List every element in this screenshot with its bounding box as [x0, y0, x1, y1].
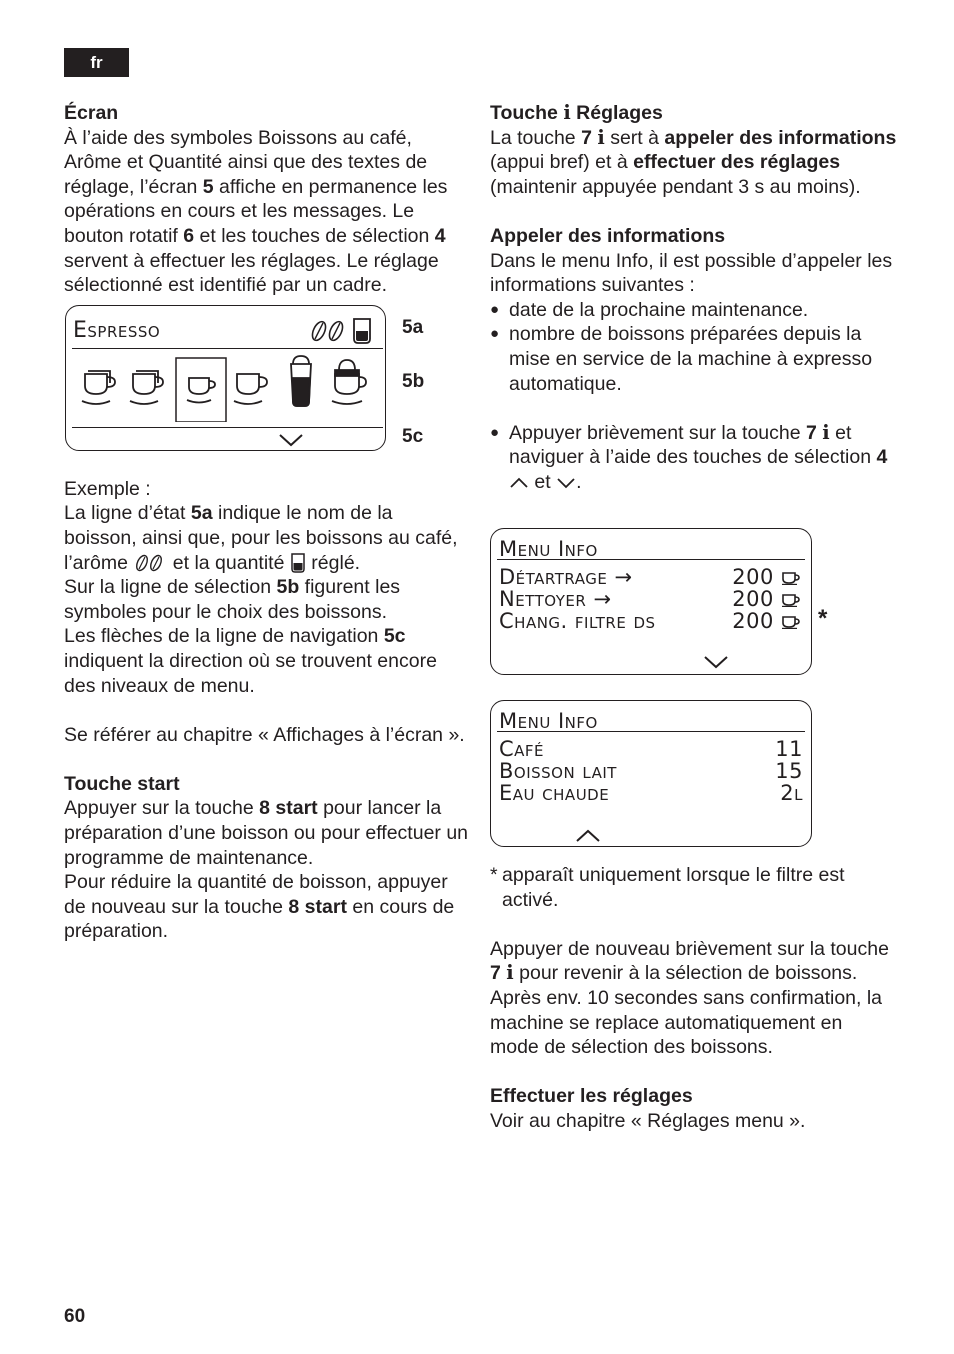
- touche-paragraph: La touche 7 i sert à appeler des informations (appui bref) et à effectuer des réglages (maintenir appuyée pendant 3 s au moins).: [490, 125, 897, 198]
- aroma-icon: [133, 553, 167, 573]
- aroma-quantity-icon: [309, 317, 379, 349]
- down-arrow-icon: [556, 477, 576, 489]
- menu-info-display-2: [490, 700, 812, 847]
- reference-paragraph: Se référer au chapitre « Affichages à l’écran ».: [64, 723, 465, 746]
- menu-title: Menu Info: [499, 709, 598, 733]
- bullet-item: ● nombre de boissons préparées depuis la mise en service de la machine à expresso automatique.: [490, 322, 900, 396]
- double-espresso-icon: [82, 371, 115, 404]
- display-title: Espresso: [73, 317, 161, 343]
- menu-row-boisson-lait: Boisson lait 15: [499, 759, 803, 783]
- nav-up-arrow-icon: [575, 828, 601, 844]
- cup-icon: [781, 571, 803, 585]
- appeler-heading: Appeler des informations: [490, 224, 726, 247]
- page-number: 60: [64, 1306, 86, 1327]
- footnote: * apparaît uniquement lorsque le filtre est activé.: [490, 864, 845, 911]
- nav-down-arrow-icon: [278, 432, 304, 448]
- menu-info-display-1: [490, 528, 812, 675]
- menu-row-nettoyer: Nettoyer → 200: [499, 588, 803, 610]
- selection-frame: [176, 358, 226, 422]
- right-column: [490, 101, 900, 495]
- reglages-paragraph: Voir au chapitre « Réglages menu ».: [490, 1109, 806, 1132]
- espresso-icon: [187, 378, 215, 403]
- menu-row-filtre: Chang. filtre ds 200: [499, 610, 803, 632]
- double-coffee-icon: [130, 371, 163, 404]
- label-5b: 5b: [402, 370, 425, 392]
- touche-heading: Touche i Réglages: [490, 101, 663, 124]
- cappuccino-icon: [332, 360, 366, 404]
- retour-paragraph: Appuyer de nouveau brièvement sur la touche 7 i pour revenir à la sélection de boissons. Après env. 10 secondes sans confirmation, la machine se replace automatiquement en mode de sélection des boissons.: [490, 937, 889, 1059]
- cup-icon: [781, 615, 803, 629]
- cup-icon: [781, 593, 803, 607]
- start-paragraph: Appuyer sur la touche 8 start pour lancer la préparation d’une boisson ou pour effectuer un programme de maintenance. Pour réduire la quantité de boisson, appuyer de nouveau sur la touche 8 start en cours de préparation.: [64, 797, 469, 943]
- menu-row-eau-chaude: Eau chaude 2l: [499, 781, 803, 805]
- right-column-lower: [490, 863, 890, 1134]
- nav-down-arrow-icon: [703, 654, 729, 670]
- bullet-item: ● date de la prochaine maintenance.: [490, 298, 900, 323]
- quantity-icon: [290, 552, 306, 574]
- menu-row-detartrage: Détartrage → 200: [499, 566, 803, 588]
- label-5c: 5c: [402, 425, 424, 447]
- display-diagram: [64, 305, 469, 477]
- coffee-icon: [234, 374, 267, 404]
- beverage-selection-row: [76, 352, 381, 422]
- start-heading: Touche start: [64, 772, 180, 795]
- ecran-paragraph: À l’aide des symboles Boissons au café, Arôme et Quantité ainsi que des textes de réglage, l’écran 5 affiche en permanence les opérations en cours et les messages. Le bouton rotatif 6 et les touches de sélection 4 servent à effectuer les réglages. Le réglage sélectionné est identifié par un cadre.: [64, 126, 448, 297]
- bullet-item: ● Appuyer brièvement sur la touche 7 i et naviguer à l’aide des touches de sélection 4 et .: [490, 421, 900, 495]
- language-tab: fr: [64, 48, 129, 77]
- appeler-paragraph: Dans le menu Info, il est possible d’appeler les informations suivantes :: [490, 249, 893, 297]
- label-5a: 5a: [402, 316, 424, 338]
- reglages-heading: Effectuer les réglages: [490, 1085, 693, 1108]
- exemple-label: Exemple :: [64, 477, 151, 500]
- display-screen: [65, 305, 386, 451]
- exemple-paragraph: La ligne d’état 5a indique le nom de la boisson, ainsi que, pour les boissons au café, l’arôme et la quantité réglé. Sur la ligne de sélection 5b figurent les symboles pour le choix des boissons. Les flèches de la ligne de navigation 5c indiquent la direction où se trouvent encore des niveaux de menu.: [64, 502, 458, 697]
- menu-row-cafe: Café 11: [499, 737, 803, 761]
- left-column: [64, 101, 469, 944]
- up-arrow-icon: [509, 477, 529, 489]
- latte-macchiato-icon: [291, 356, 311, 406]
- menu-title: Menu Info: [499, 537, 598, 561]
- ecran-heading: Écran: [64, 102, 119, 124]
- asterisk-marker: *: [818, 605, 828, 632]
